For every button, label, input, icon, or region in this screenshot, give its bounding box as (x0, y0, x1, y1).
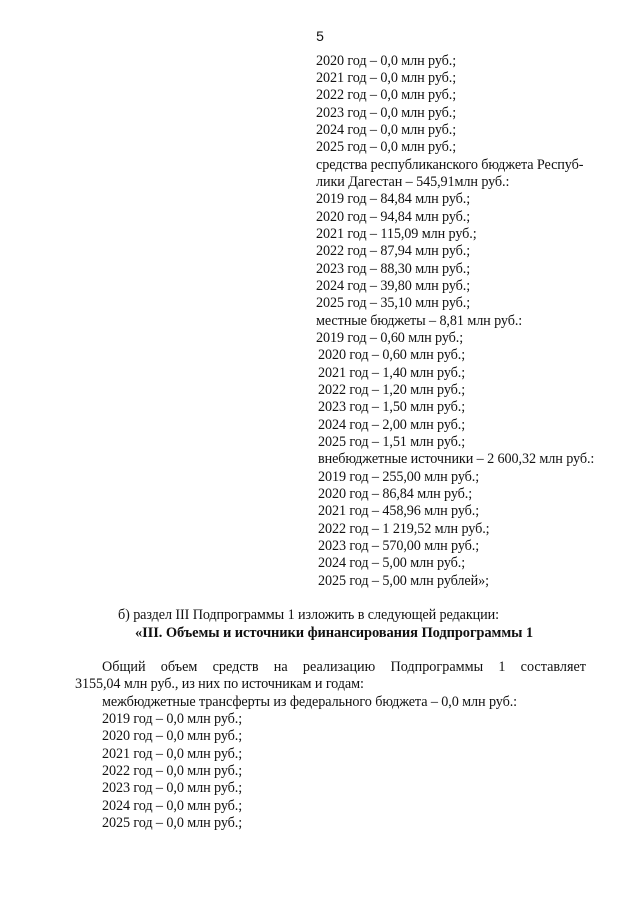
list-item: средства республиканского бюджета Респуб- (316, 157, 584, 173)
list-item: 2020 год – 94,84 млн руб.; (316, 209, 471, 225)
list-item: 2021 год – 458,96 млн руб.; (318, 503, 480, 519)
list-item: 2023 год – 1,50 млн руб.; (318, 399, 466, 415)
list-item: местные бюджеты – 8,81 млн руб.: (316, 313, 523, 329)
list-item: 2022 год – 0,0 млн руб.; (102, 763, 243, 779)
list-item: 2024 год – 0,0 млн руб.; (316, 122, 457, 138)
list-item: 2021 год – 0,0 млн руб.; (102, 746, 243, 762)
list-item: 2021 год – 0,0 млн руб.; (316, 70, 457, 86)
list-item: 2022 год – 1,20 млн руб.; (318, 382, 466, 398)
page-number: 5 (316, 28, 324, 44)
list-item: 2019 год – 255,00 млн руб.; (318, 469, 480, 485)
list-item: 2022 год – 87,94 млн руб.; (316, 243, 471, 259)
list-item: 2021 год – 115,09 млн руб.; (316, 226, 477, 242)
list-item: 2025 год – 1,51 млн руб.; (318, 434, 466, 450)
list-item: 2025 год – 35,10 млн руб.; (316, 295, 471, 311)
list-item: 2022 год – 1 219,52 млн руб.; (318, 521, 490, 537)
list-item: 2023 год – 0,0 млн руб.; (102, 780, 243, 796)
section-heading: «III. Объемы и источники финансирования Подпрограммы 1 (134, 625, 534, 641)
list-item: 2025 год – 5,00 млн рублей»; (318, 573, 489, 589)
list-item: 2019 год – 0,0 млн руб.; (102, 711, 243, 727)
list-item: 2023 год – 88,30 млн руб.; (316, 261, 471, 277)
list-item: 2024 год – 2,00 млн руб.; (318, 417, 466, 433)
list-item: межбюджетные трансферты из федерального бюджета – 0,0 млн руб.: (102, 694, 517, 710)
list-item: 2020 год – 86,84 млн руб.; (318, 486, 473, 502)
instruction-text: б) раздел III Подпрограммы 1 изложить в следующей редакции: (118, 607, 499, 623)
list-item: 2019 год – 0,60 млн руб.; (316, 330, 464, 346)
list-item: 2023 год – 570,00 млн руб.; (318, 538, 480, 554)
paragraph-line: Общий объем средств на реализацию Подпрограммы 1 составляет (102, 659, 586, 675)
list-item: лики Дагестан – 545,91млн руб.: (316, 174, 510, 190)
list-item: 2020 год – 0,0 млн руб.; (316, 53, 457, 69)
list-item: 2025 год – 0,0 млн руб.; (102, 815, 243, 831)
list-item: 2024 год – 0,0 млн руб.; (102, 798, 243, 814)
list-item: 2024 год – 5,00 млн руб.; (318, 555, 466, 571)
list-item: внебюджетные источники – 2 600,32 млн руб.: (318, 451, 595, 467)
list-item: 2023 год – 0,0 млн руб.; (316, 105, 457, 121)
list-item: 2020 год – 0,0 млн руб.; (102, 728, 243, 744)
list-item: 2020 год – 0,60 млн руб.; (318, 347, 466, 363)
paragraph-line: 3155,04 млн руб., из них по источникам и годам: (75, 676, 364, 692)
list-item: 2021 год – 1,40 млн руб.; (318, 365, 466, 381)
list-item: 2019 год – 84,84 млн руб.; (316, 191, 471, 207)
list-item: 2025 год – 0,0 млн руб.; (316, 139, 457, 155)
list-item: 2022 год – 0,0 млн руб.; (316, 87, 457, 103)
list-item: 2024 год – 39,80 млн руб.; (316, 278, 471, 294)
